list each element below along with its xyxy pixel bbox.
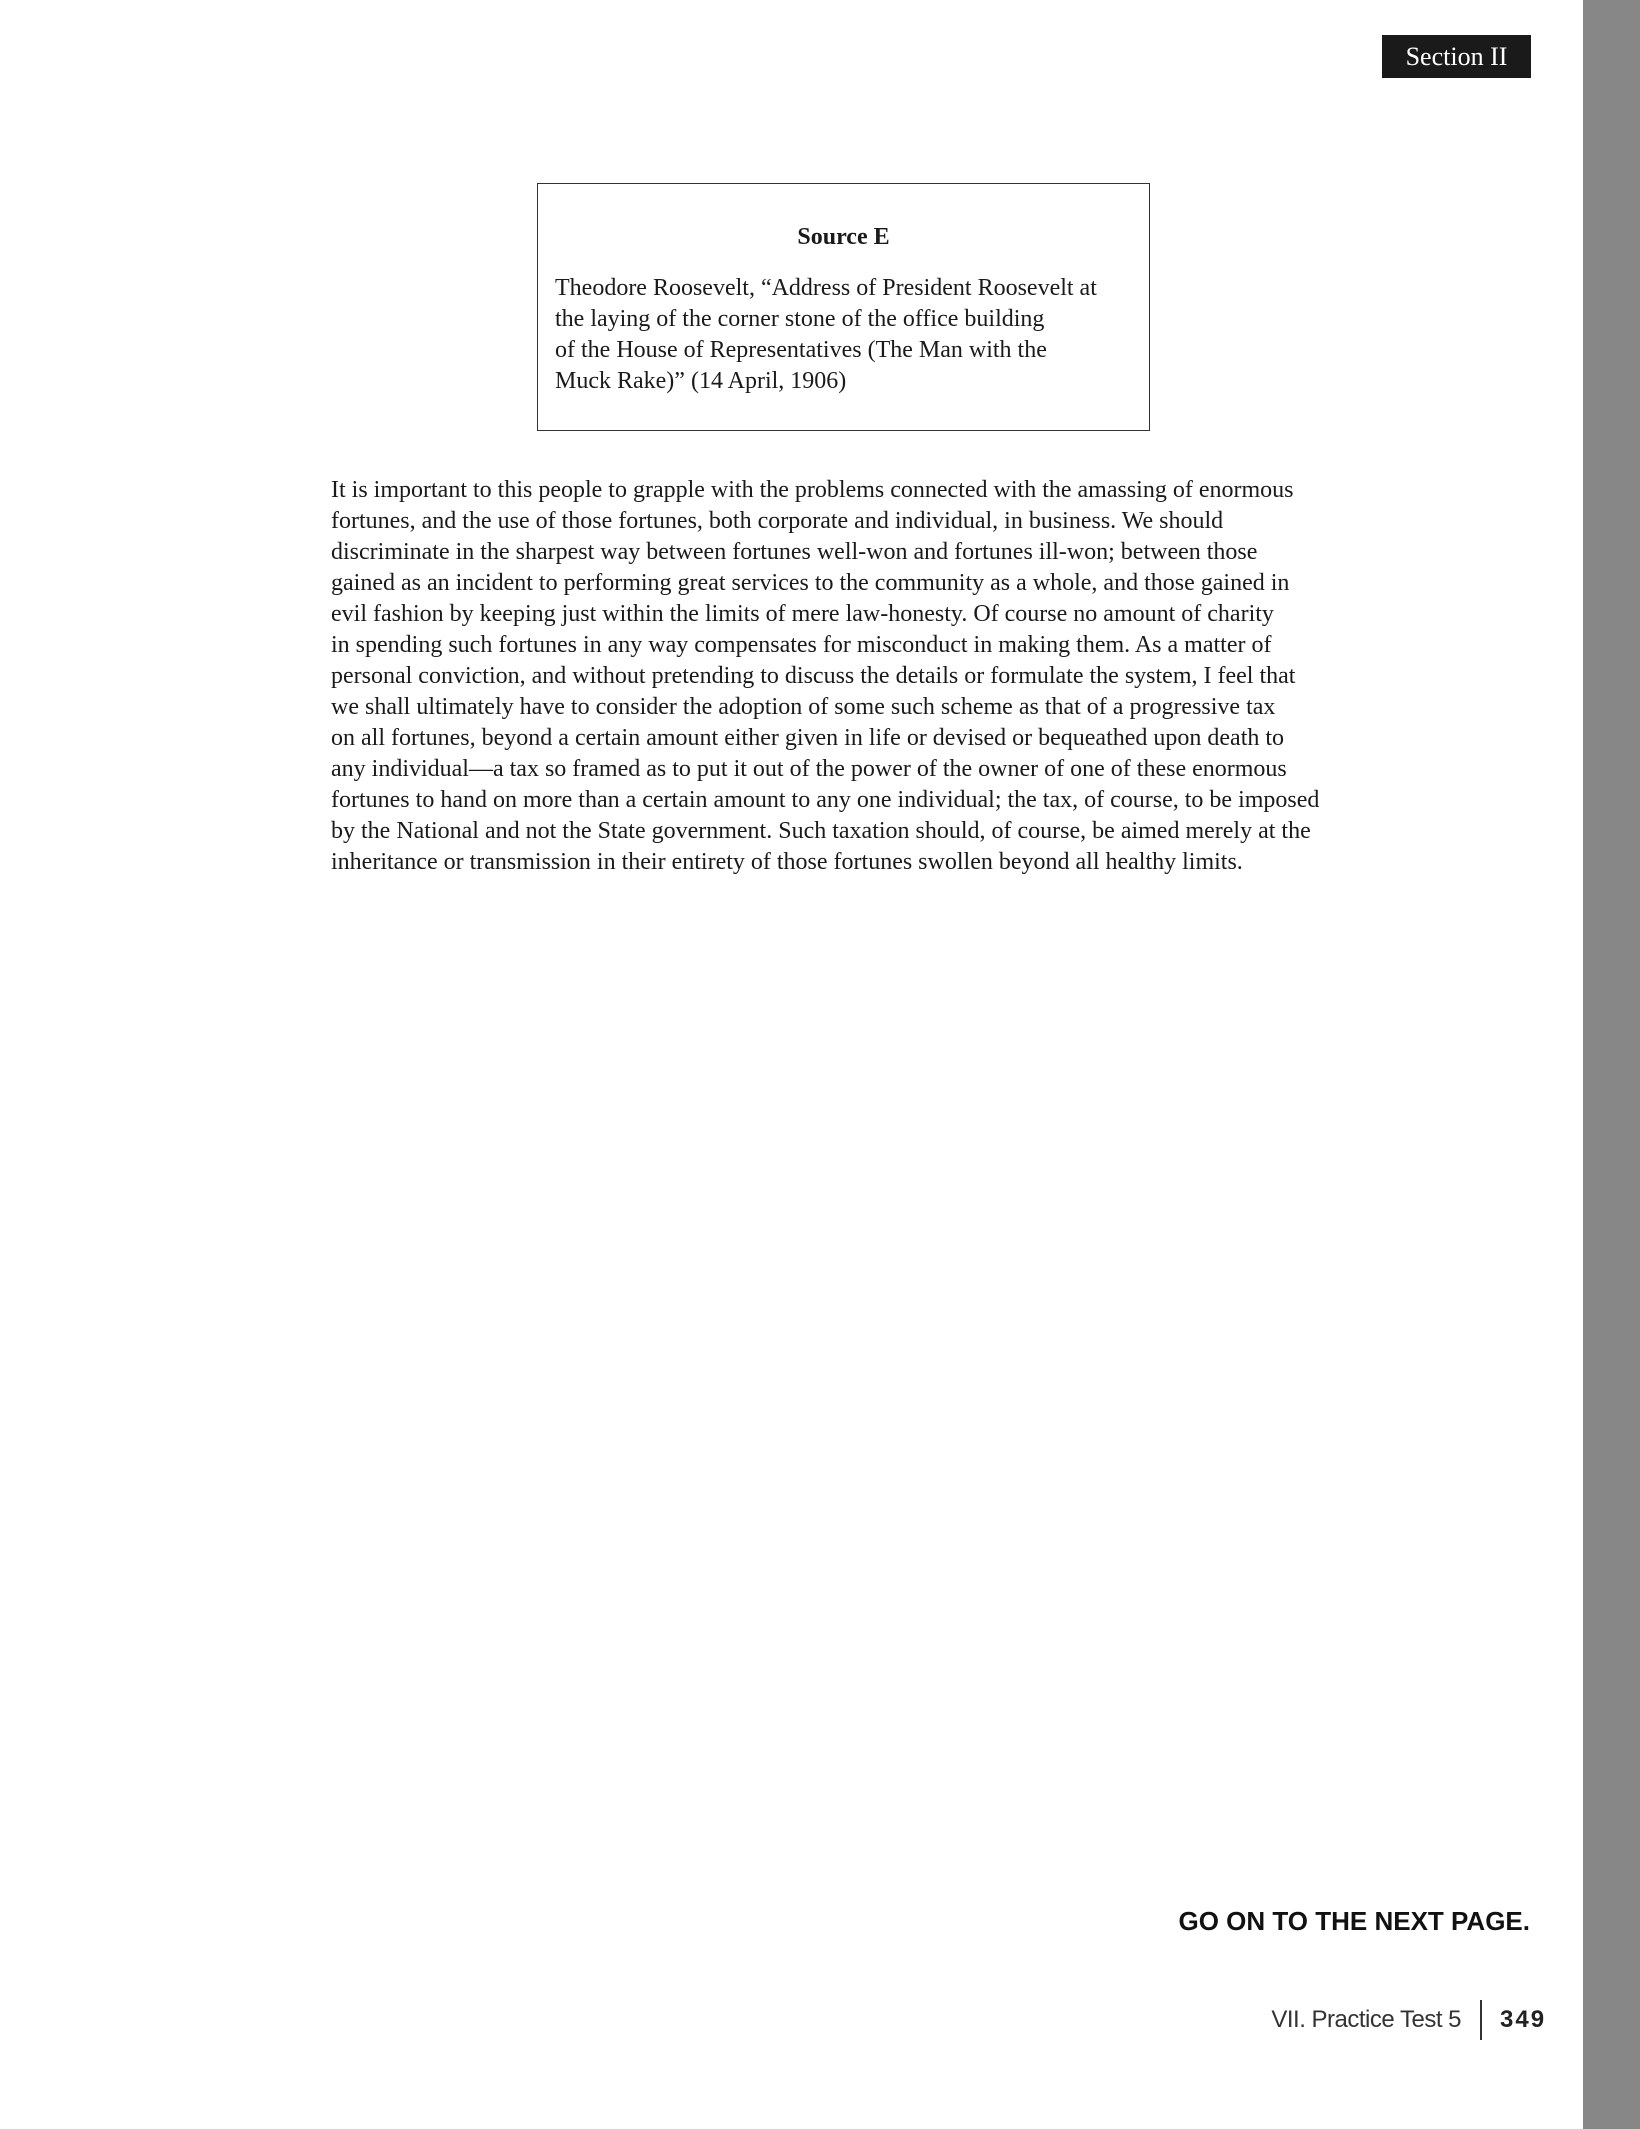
passage-line: fortunes to hand on more than a certain amount to any one individual; the tax, of course, to be imposed	[331, 787, 1320, 813]
passage-line: personal conviction, and without pretending to discuss the details or formulate the system, I feel that	[331, 663, 1296, 689]
passage-line: fortunes, and the use of those fortunes, both corporate and individual, in business. We should	[331, 508, 1224, 534]
passage-line: we shall ultimately have to consider the adoption of some such scheme as that of a progressive tax	[331, 694, 1276, 720]
page-number: 349	[1500, 2006, 1547, 2033]
passage-line: any individual—a tax so framed as to put it out of the power of the owner of one of these enormous	[331, 756, 1287, 782]
source-passage	[331, 475, 1431, 878]
passage-line: by the National and not the State government. Such taxation should, of course, be aimed merely at the	[331, 818, 1311, 844]
section-label: Section II	[1382, 35, 1531, 78]
passage-line: in spending such fortunes in any way compensates for misconduct in making them. As a matter of	[331, 632, 1272, 658]
citation-line: of the House of Representatives (The Man with the	[555, 337, 1047, 363]
page-footer	[1200, 1998, 1545, 2042]
footer-chapter: VII. Practice Test 5	[1271, 2006, 1461, 2033]
source-citation	[555, 273, 1141, 397]
source-title: Source E	[797, 224, 890, 250]
passage-line: gained as an incident to performing great services to the community as a whole, and those gained in	[331, 570, 1290, 596]
source-citation-box	[537, 183, 1150, 431]
footer-divider	[1480, 2000, 1482, 2040]
passage-line: evil fashion by keeping just within the limits of mere law-honesty. Of course no amount of charity	[331, 601, 1274, 627]
next-page-instruction: GO ON TO THE NEXT PAGE.	[1178, 1906, 1530, 1936]
passage-line: inheritance or transmission in their entirety of those fortunes swollen beyond all healthy limits.	[331, 849, 1243, 875]
citation-line: Muck Rake)” (14 April, 1906)	[555, 368, 847, 394]
passage-line: It is important to this people to grapple with the problems connected with the amassing of enormous	[331, 477, 1294, 503]
page-edge-bar	[1583, 0, 1640, 2129]
citation-line: Theodore Roosevelt, “Address of President Roosevelt at	[555, 275, 1097, 301]
citation-line: the laying of the corner stone of the office building	[555, 306, 1045, 332]
passage-line: discriminate in the sharpest way between fortunes well-won and fortunes ill-won; between those	[331, 539, 1258, 565]
passage-line: on all fortunes, beyond a certain amount either given in life or devised or bequeathed upon death to	[331, 725, 1285, 751]
